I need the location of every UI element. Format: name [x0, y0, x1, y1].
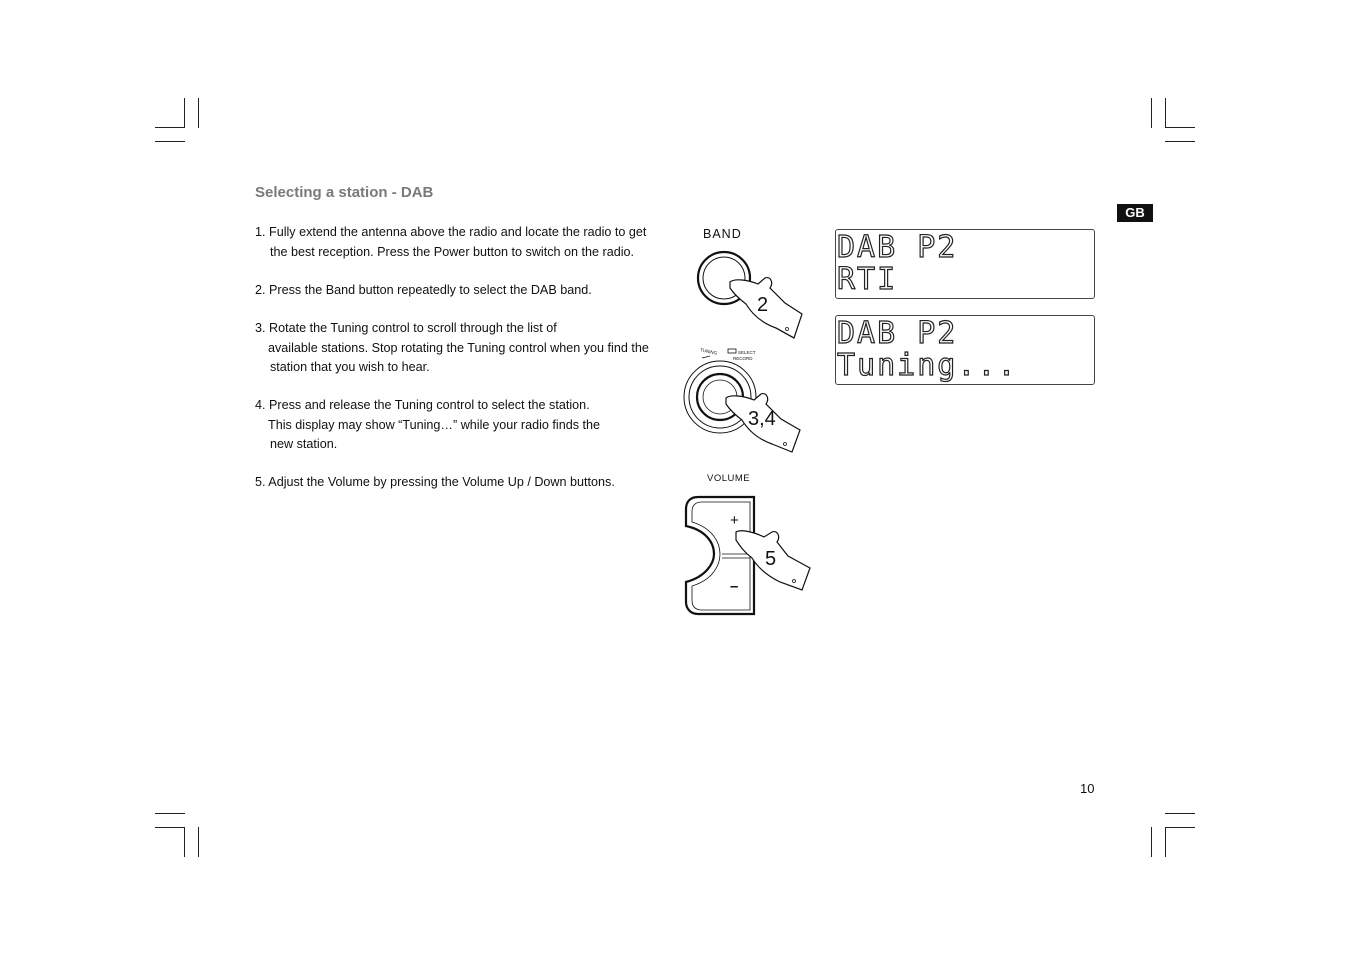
step-text: 3. Rotate the Tuning control to scroll through the list of	[255, 321, 557, 335]
crop-mark	[1165, 141, 1195, 142]
crop-mark	[155, 813, 185, 814]
crop-mark	[1151, 827, 1152, 857]
band-step-number: 2	[757, 294, 769, 316]
band-label: BAND	[703, 227, 742, 241]
select-label: SELECT	[738, 350, 756, 355]
lcd-line-1: DAB P2	[837, 316, 958, 351]
lcd-line-1: DAB P2	[837, 230, 958, 265]
volume-buttons-illustration	[680, 492, 815, 620]
crop-mark	[184, 98, 185, 128]
crop-mark	[198, 98, 199, 128]
crop-mark	[1165, 827, 1166, 857]
step-text: new station.	[270, 437, 338, 451]
crop-mark	[184, 827, 185, 857]
crop-mark	[155, 127, 185, 128]
crop-mark	[1165, 827, 1195, 828]
crop-mark	[155, 141, 185, 142]
step-text: 5. Adjust the Volume by pressing the Volume Up / Down buttons.	[255, 475, 615, 489]
volume-step-number: 5	[765, 548, 777, 570]
lcd-line-2: RTI	[837, 262, 898, 297]
step-4	[255, 396, 600, 455]
step-text: 2. Press the Band button repeatedly to select the DAB band.	[255, 283, 592, 297]
volume-plus-sign: +	[730, 512, 739, 529]
language-tab: GB	[1117, 204, 1153, 222]
step-1	[255, 223, 646, 262]
section-title: Selecting a station - DAB	[255, 184, 434, 201]
step-3	[255, 319, 649, 378]
step-2	[255, 281, 592, 301]
crop-mark	[1165, 127, 1195, 128]
lcd-display-tuning	[835, 315, 1095, 385]
step-text: station that you wish to hear.	[270, 360, 430, 374]
record-label: RECORD	[733, 356, 753, 361]
step-text: the best reception. Press the Power button to switch on the radio.	[270, 244, 635, 259]
volume-minus-sign: –	[730, 578, 739, 595]
band-button-illustration	[690, 248, 810, 343]
step-5	[255, 473, 615, 493]
crop-mark	[155, 827, 185, 828]
crop-mark	[1151, 98, 1152, 128]
crop-mark	[1165, 98, 1166, 128]
step-text: 1. Fully extend the antenna above the radio and locate the radio to get	[255, 225, 647, 239]
lcd-display-band	[835, 229, 1095, 299]
volume-label: VOLUME	[707, 473, 751, 484]
step-text: This display may show “Tuning…” while your radio finds the	[268, 417, 601, 432]
tuning-label: TUNING	[699, 347, 718, 356]
lcd-line-2: Tuning...	[837, 348, 1018, 383]
page-number: 10	[1080, 781, 1095, 796]
crop-mark	[198, 827, 199, 857]
step-text: 4. Press and release the Tuning control to select the station.	[255, 398, 590, 412]
step-text: available stations. Stop rotating the Tuning control when you find the	[268, 340, 649, 355]
crop-mark	[1165, 813, 1195, 814]
tuning-step-number: 3,4	[748, 408, 776, 430]
